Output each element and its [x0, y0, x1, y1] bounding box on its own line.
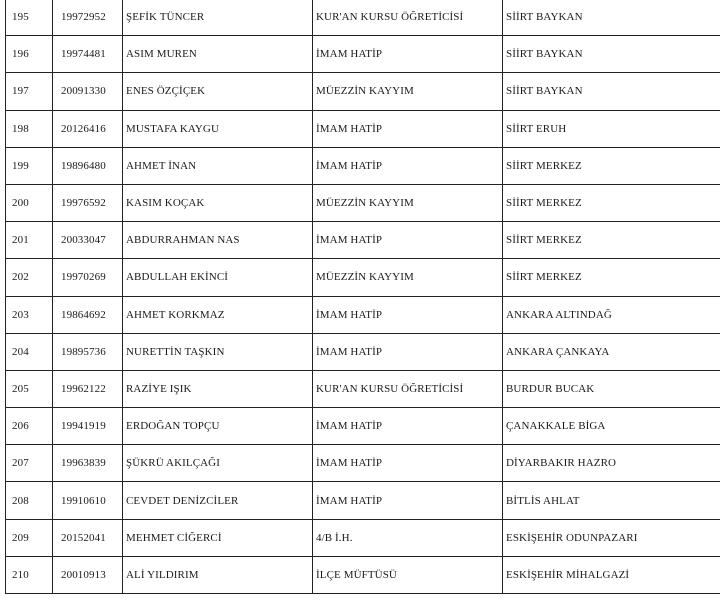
job-title-cell: İMAM HATİP — [313, 445, 503, 482]
location-cell: SİİRT MERKEZ — [503, 147, 720, 184]
row-number-cell: 202 — [6, 259, 53, 296]
row-number-cell: 199 — [6, 147, 53, 184]
full-name-cell: ENES ÖZÇİÇEK — [123, 73, 313, 110]
table-row — [6, 184, 720, 221]
table-row — [6, 0, 720, 36]
full-name-cell: KASIM KOÇAK — [123, 184, 313, 221]
row-number-cell: 206 — [6, 408, 53, 445]
job-title-cell: İMAM HATİP — [313, 110, 503, 147]
registry-number-cell: 20010913 — [53, 556, 123, 593]
full-name-cell: AHMET KORKMAZ — [123, 296, 313, 333]
location-cell: ESKİŞEHİR ODUNPAZARI — [503, 519, 720, 556]
table-row — [6, 259, 720, 296]
registry-number-cell: 19962122 — [53, 370, 123, 407]
location-cell: SİİRT MERKEZ — [503, 184, 720, 221]
personnel-table — [5, 0, 720, 594]
job-title-cell: İLÇE MÜFTÜSÜ — [313, 556, 503, 593]
full-name-cell: ŞEFİK TÜNCER — [123, 0, 313, 36]
location-cell: BİTLİS AHLAT — [503, 482, 720, 519]
row-number-cell: 201 — [6, 222, 53, 259]
registry-number-cell: 19976592 — [53, 184, 123, 221]
table-row — [6, 36, 720, 73]
location-cell: SİİRT MERKEZ — [503, 222, 720, 259]
table-row — [6, 222, 720, 259]
registry-number-cell: 20126416 — [53, 110, 123, 147]
registry-number-cell: 19941919 — [53, 408, 123, 445]
table-row — [6, 333, 720, 370]
full-name-cell: NURETTİN TAŞKIN — [123, 333, 313, 370]
registry-number-cell: 20033047 — [53, 222, 123, 259]
location-cell: ANKARA ALTINDAĞ — [503, 296, 720, 333]
table-row — [6, 296, 720, 333]
full-name-cell: ERDOĞAN TOPÇU — [123, 408, 313, 445]
table-row — [6, 110, 720, 147]
location-cell: SİİRT ERUH — [503, 110, 720, 147]
table-row — [6, 147, 720, 184]
registry-number-cell: 19970269 — [53, 259, 123, 296]
location-cell: ÇANAKKALE BİGA — [503, 408, 720, 445]
location-cell: SİİRT BAYKAN — [503, 0, 720, 36]
job-title-cell: İMAM HATİP — [313, 36, 503, 73]
registry-number-cell: 19895736 — [53, 333, 123, 370]
row-number-cell: 205 — [6, 370, 53, 407]
registry-number-cell: 19963839 — [53, 445, 123, 482]
table-body — [6, 0, 720, 594]
table-row — [6, 445, 720, 482]
job-title-cell: KUR'AN KURSU ÖĞRETİCİSİ — [313, 0, 503, 36]
full-name-cell: ALİ YILDIRIM — [123, 556, 313, 593]
job-title-cell: İMAM HATİP — [313, 408, 503, 445]
table-row — [6, 370, 720, 407]
location-cell: ESKİŞEHİR MİHALGAZİ — [503, 556, 720, 593]
job-title-cell: MÜEZZİN KAYYIM — [313, 184, 503, 221]
job-title-cell: İMAM HATİP — [313, 222, 503, 259]
location-cell: BURDUR BUCAK — [503, 370, 720, 407]
job-title-cell: KUR'AN KURSU ÖĞRETİCİSİ — [313, 370, 503, 407]
row-number-cell: 208 — [6, 482, 53, 519]
registry-number-cell: 19910610 — [53, 482, 123, 519]
full-name-cell: ABDURRAHMAN NAS — [123, 222, 313, 259]
table-row — [6, 408, 720, 445]
table-row — [6, 556, 720, 593]
table-row — [6, 482, 720, 519]
full-name-cell: MEHMET CİĞERCİ — [123, 519, 313, 556]
job-title-cell: İMAM HATİP — [313, 482, 503, 519]
registry-number-cell: 20152041 — [53, 519, 123, 556]
registry-number-cell: 19972952 — [53, 0, 123, 36]
table-row — [6, 519, 720, 556]
row-number-cell: 210 — [6, 556, 53, 593]
row-number-cell: 195 — [6, 0, 53, 36]
location-cell: ANKARA ÇANKAYA — [503, 333, 720, 370]
row-number-cell: 204 — [6, 333, 53, 370]
full-name-cell: AHMET İNAN — [123, 147, 313, 184]
full-name-cell: ABDULLAH EKİNCİ — [123, 259, 313, 296]
full-name-cell: CEVDET DENİZCİLER — [123, 482, 313, 519]
full-name-cell: ASIM MUREN — [123, 36, 313, 73]
row-number-cell: 203 — [6, 296, 53, 333]
full-name-cell: MUSTAFA KAYGU — [123, 110, 313, 147]
row-number-cell: 198 — [6, 110, 53, 147]
full-name-cell: ŞÜKRÜ AKILÇAĞI — [123, 445, 313, 482]
job-title-cell: İMAM HATİP — [313, 147, 503, 184]
registry-number-cell: 20091330 — [53, 73, 123, 110]
registry-number-cell: 19896480 — [53, 147, 123, 184]
location-cell: DİYARBAKIR HAZRO — [503, 445, 720, 482]
row-number-cell: 197 — [6, 73, 53, 110]
registry-number-cell: 19974481 — [53, 36, 123, 73]
table-row — [6, 73, 720, 110]
location-cell: SİİRT BAYKAN — [503, 36, 720, 73]
job-title-cell: İMAM HATİP — [313, 333, 503, 370]
job-title-cell: MÜEZZİN KAYYIM — [313, 73, 503, 110]
row-number-cell: 196 — [6, 36, 53, 73]
row-number-cell: 200 — [6, 184, 53, 221]
job-title-cell: İMAM HATİP — [313, 296, 503, 333]
row-number-cell: 207 — [6, 445, 53, 482]
location-cell: SİİRT MERKEZ — [503, 259, 720, 296]
row-number-cell: 209 — [6, 519, 53, 556]
full-name-cell: RAZİYE IŞIK — [123, 370, 313, 407]
job-title-cell: MÜEZZİN KAYYIM — [313, 259, 503, 296]
location-cell: SİİRT BAYKAN — [503, 73, 720, 110]
job-title-cell: 4/B İ.H. — [313, 519, 503, 556]
registry-number-cell: 19864692 — [53, 296, 123, 333]
